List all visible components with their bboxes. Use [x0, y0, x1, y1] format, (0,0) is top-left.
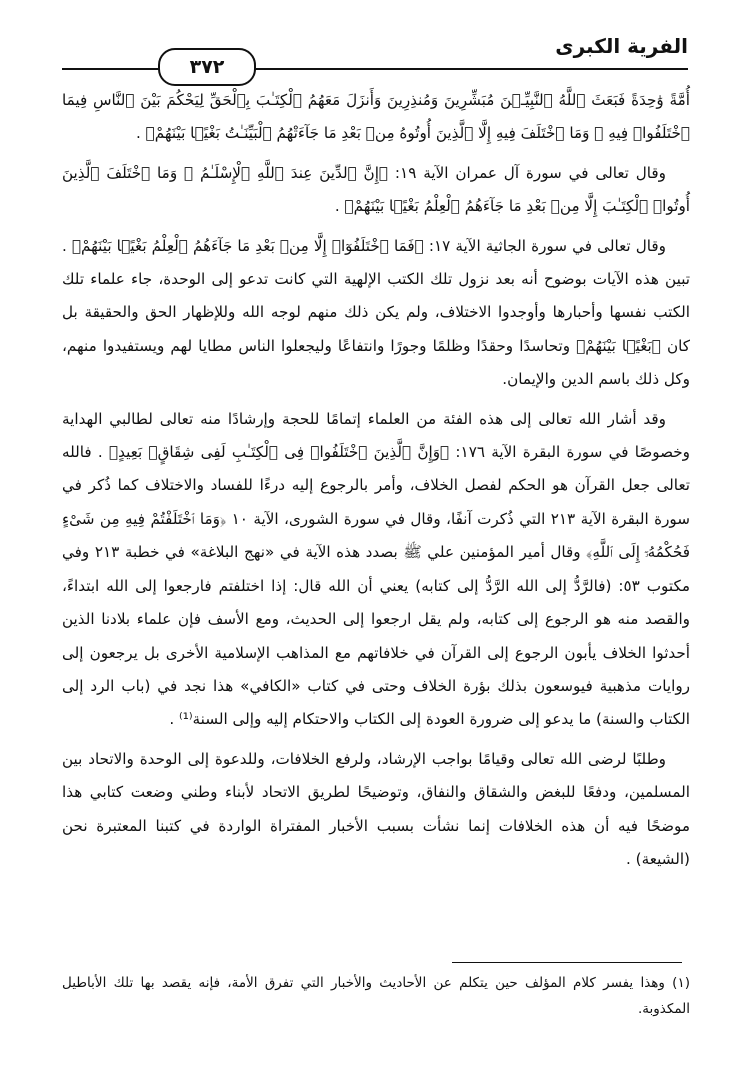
paragraph: أُمَّةً وَٰحِدَةً فَبَعَثَ ٱللَّهُ ٱلنَّبِيِّـۧنَ مُبَشِّرِينَ وَمُنذِرِينَ وَأَنزَلَ مَعَهُمُ ٱلْكِتَـٰبَ بِٱلْحَقِّ لِيَحْكُمَ بَيْنَ ٱلنَّاسِ فِيمَا ٱخْتَلَفُوا۟ فِيهِ ۚ وَمَا ٱخْتَلَفَ فِيهِ إِلَّا ٱلَّذِينَ أُوتُوهُ مِنۢ بَعْدِ مَا جَآءَتْهُمُ ٱلْبَيِّنَـٰتُ بَغْيًۢا بَيْنَهُمْ﴾ . — [62, 91, 690, 143]
running-title: الفرية الكبرى — [555, 34, 688, 58]
page-number: ٣٧٢ — [158, 48, 256, 86]
page-header — [62, 28, 688, 80]
paragraph: وقال تعالى في سورة آل عمران الآية ١٩: ﴿إِنَّ ٱلدِّينَ عِندَ ٱللَّهِ ٱلْإِسْلَـٰمُ ۗ وَمَا ٱخْتَلَفَ ٱلَّذِينَ أُوتُوا۟ ٱلْكِتَـٰبَ إِلَّا مِنۢ بَعْدِ مَا جَآءَهُمُ ٱلْعِلْمُ بَغْيًۢا بَيْنَهُمْ﴾ . — [62, 163, 690, 216]
paragraph: وقد أشار الله تعالى إلى هذه الفئة من العلماء إتمامًا للحجة وإرشادًا منه تعالى لطالبي الهداية وخصوصًا في سورة البقرة الآية ١٧٦: ﴿وَإِنَّ ٱلَّذِينَ ٱخْتَلَفُوا۟ فِى ٱلْكِتَـٰبِ لَفِى شِقَاقٍۭ بَعِيدٍ﴾ . فالله تعالى جعل القرآن هو الحكم لفصل الخلاف، وأمر بالرجوع إليه درءًا للفساد والاختلاف كما ذُكر في سورة البقرة الآية ٢١٣ التي ذُكرت آنفًا، وقال في سورة الشورى، الآية ١٠ ﴿وَمَا ٱخْتَلَفْتُمْ فِيهِ مِن شَىْءٍ فَحُكْمُهُۥٓ إِلَى ٱللَّهِ﴾ وقال أمير المؤمنين علي ﷺ بصدد هذه الآية في «نهج البلاغة» في خطبة ٢١٣ وفي مكتوب ٥٣: (فالرَّدُّ إلى الله الرَّدُّ إلى كتابه) يعني أن الله قال: إذا اختلفتم فارجعوا إلى الله ابتداءً، والقصد منه هو الرجوع إلى كتابه، ولم يقل ارجعوا إلى الحديث، ومع الأسف فإن علماء بلادنا الذين أحدثوا الخلاف يأبون الرجوع إلى القرآن في خلافاتهم مع المذاهب الإسلامية الأخرى بل يرجعون إلى روايات مذهبية فيوسعون بذلك بؤرة الخلاف وحتى في كتاب «الكافي» هذا نجد في (باب الرد إلى الكتاب والسنة) ما يدعو إلى ضرورة العودة إلى الكتاب والاحتكام إليه وإلى السنة⁽¹⁾ . — [62, 409, 691, 729]
paragraph: وطلبًا لرضى الله تعالى وقيامًا بواجب الإرشاد، ولرفع الخلافات، وللدعوة إلى الوحدة والاتحاد بين المسلمين، ودفعًا للبغض والشقاق والنفاق، وتوضيحًا لطريق الاتحاد لأبناء وطني وضعت كتابي هذا موضحًا فيه أن هذه الخلافات إنما نشأت بسبب الأخبار المفتراة الواردة في كتبنا المعتبرة نحن (الشيعة) . — [62, 749, 690, 868]
paragraph: وقال تعالى في سورة الجاثية الآية ١٧: ﴿فَمَا ٱخْتَلَفُوٓا۟ إِلَّا مِنۢ بَعْدِ مَا جَآءَهُمُ ٱلْعِلْمُ بَغْيًۢا بَيْنَهُمْ﴾ . تبين هذه الآيات بوضوح أنه بعد نزول تلك الكتب الإلهية التي كانت تدعو إلى الوحدة، جاء علماء تلك الكتب نفسها وأحبارها وأوجدوا الاختلاف، ولم يكن ذلك منهم لوجه الله وللإظهار الحق والحقيقة بل كان ﴿بَغْيًۢا بَيْنَهُمْ﴾ وتحاسدًا وحقدًا وظلمًا وجورًا وانتفاعًا وليجعلوا الناس مطايا لهم ويستفيدوا منهم، وكل ذلك باسم الدين والإيمان. — [62, 236, 690, 389]
footnote-divider — [452, 962, 682, 963]
header-rule — [62, 68, 688, 70]
footnote: (١) وهذا يفسر كلام المؤلف حين يتكلم عن الأحاديث والأخبار التي تفرق الأمة، فإنه يقصد بها تلك الأباطيل المكذوبة. — [62, 975, 690, 1017]
main-text — [62, 84, 690, 882]
